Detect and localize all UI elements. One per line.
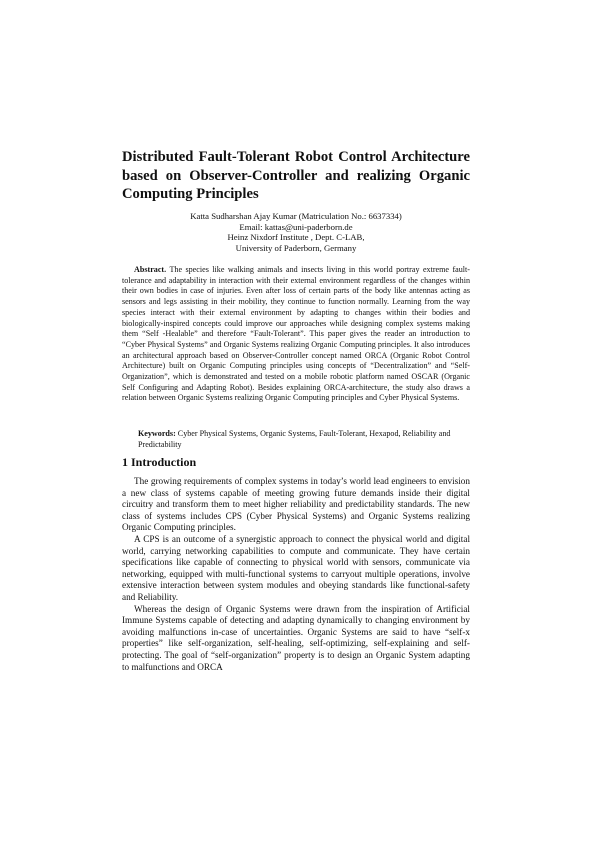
section-heading-introduction: 1 Introduction (122, 455, 197, 469)
author-name: Katta Sudharshan Ajay Kumar (Matriculation No.: 6637334) (190, 211, 402, 221)
author-email: Email: kattas@uni-paderborn.de (239, 221, 353, 232)
paragraph: Whereas the design of Organic Systems were drawn from the inspiration of Artificial Immune Systems capable of detecting and adapting dynamically to changing environment by avoiding malfunctions in-case of uncertainties. Organic Systems are said to have “self-x properties” like self-organization, self-healing, self-optimizing, self-explaining and self-protecting. The goal of “self-organization” property is to design an Organic System adapting to malfunctions and ORCA (122, 603, 470, 672)
author-affiliation: Heinz Nixdorf Institute , Dept. C-LAB, (227, 232, 365, 243)
author-university: University of Paderborn, Germany (235, 242, 357, 253)
abstract-label: Abstract. (134, 265, 167, 274)
keywords-label: Keywords: (138, 429, 176, 438)
abstract (122, 265, 470, 404)
paragraph: A CPS is an outcome of a synergistic approach to connect the physical world and digital world, carrying networking capabilities to compute and communicate. They have certain specifications like capable of connecting to physical world with sensors, communicate via networking, equipped with multi-functional systems to carryout multiple operations, involve extensive interaction between system modules and obeying standards like functional-safety and Reliability. (122, 533, 470, 602)
abstract-text: The species like walking animals and insects living in this world portray extreme fault-tolerance and adaptability in interaction with their external environment regardless of the changes within their own bodies in case of injuries. Even after loss of certain parts of the body like antennas acting as sensors and legs assisting in their mobility, they continue to function normally. Learning from the way species interact with their external environment by adapting to changes within their bodies and biologically-inspired concepts could improve our approaches while designing complex systems making them “Self -Healable” and therefore “Fault-Tolerant”. This paper gives the reader an introduction to “Cyber Physical Systems” and Organic Systems realizing Organic Computing principles. It also introduces an architectural approach based on Observer-Controller concept named ORCA (Organic Robot Control Architecture) built on Organic Computing principles using concepts of “Decentralization” and “Self-Organization”, which is demonstrated and tested on a mobile robotic platform named OSCAR (Organic Self Configuring and Adapting Robot). Besides explaining ORCA-architecture, the study also draws a relation between Organic Systems realizing Organic Computing principles and Cyber Physical Systems. (122, 265, 470, 403)
keywords (138, 429, 470, 450)
paragraph: The growing requirements of complex systems in today’s world lead engineers to envision a new class of systems capable of meeting growing future demands inside their digital circuitry and transform them to meet higher reliability and predictability standards. The new class of systems includes CPS (Cyber Physical Systems) and Organic Systems realizing Organic Computing principles. (122, 476, 470, 533)
keywords-text: Cyber Physical Systems, Organic Systems, Fault-Tolerant, Hexapod, Reliability and Predictability (138, 429, 451, 449)
introduction-body (122, 476, 470, 673)
author-block (122, 211, 470, 253)
paper-title: Distributed Fault-Tolerant Robot Control Architecture based on Observer-Controller and realizing Organic Computing Principles (122, 149, 470, 202)
